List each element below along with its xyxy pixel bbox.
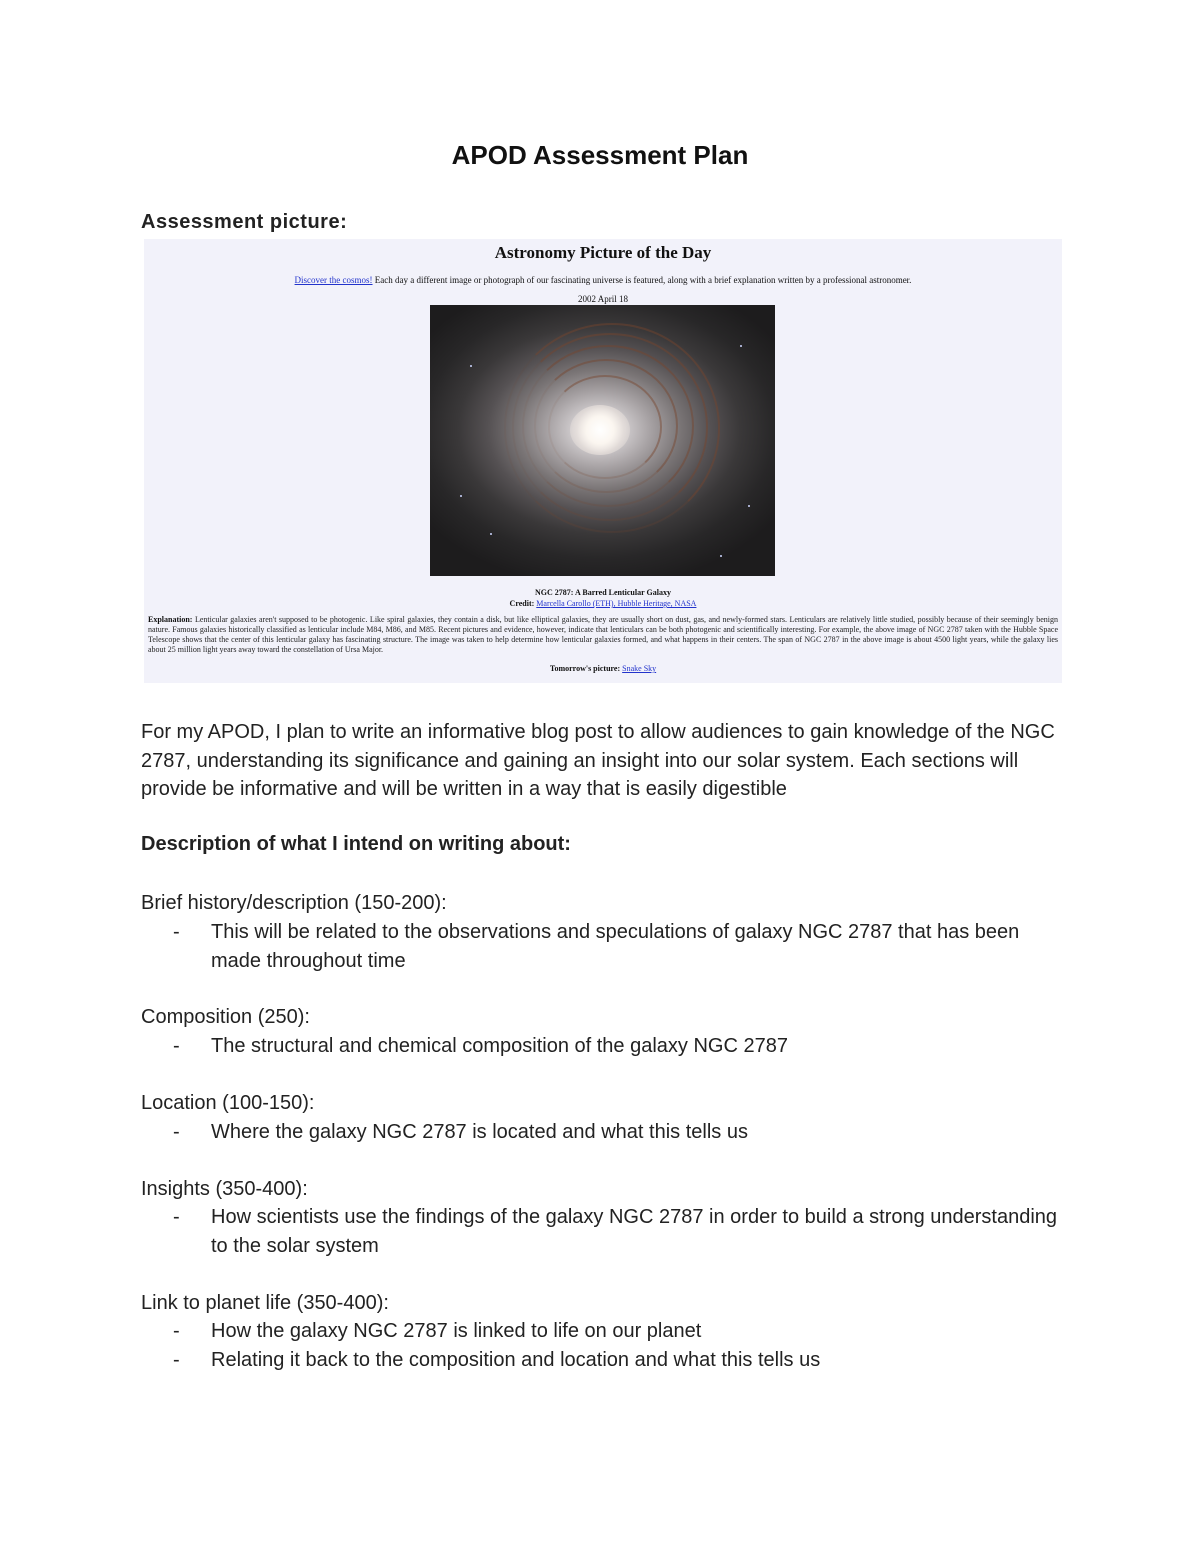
star [748,505,750,507]
tomorrow-link[interactable]: Snake Sky [622,664,657,673]
bullet-dash: - [173,1035,180,1057]
apod-screenshot [144,239,1062,683]
bullet-text: The structural and chemical composition of the galaxy NGC 2787 [211,1035,788,1057]
assessment-picture-heading: Assessment picture: [141,211,348,233]
apod-date: 2002 April 18 [577,294,628,304]
description-heading: Description of what I intend on writing about: [141,833,571,855]
bullet-text: Where the galaxy NGC 2787 is located and what this tells us [211,1121,748,1143]
star [470,365,472,367]
apod-tomorrow [144,664,1062,673]
galaxy-photo[interactable] [430,305,775,576]
section-heading-composition: Composition (250): [141,1006,310,1028]
section-heading-history: Brief history/description (150-200): [141,892,447,914]
apod-credit [144,598,1062,609]
explanation-label: Explanation: [148,615,193,624]
star [460,495,462,497]
bullet-dash: - [173,1206,180,1228]
bullet-text: Relating it back to the composition and location and what this tells us [211,1349,821,1371]
section-heading-insights: Insights (350-400): [141,1178,308,1200]
bullet-dash: - [173,921,180,943]
bullet-text: This will be related to the observations and speculations of galaxy NGC 2787 that has been made throughout time [211,921,1020,972]
galaxy-core [570,405,630,455]
bullet-text: How scientists use the findings of the galaxy NGC 2787 in order to build a strong understanding to the solar system [211,1206,1058,1257]
apod-explanation [148,615,1058,655]
page-title: APOD Assessment Plan [451,140,749,170]
apod-intro-line [144,275,1062,285]
bullet-dash: - [173,1349,180,1371]
discover-text: Each day a different image or photograph of our fascinating universe is featured, along with a brief explanation written by a professional astronomer. [372,275,912,285]
apod-caption-block [144,587,1062,609]
credit-link[interactable]: Marcella Carollo (ETH), Hubble Heritage, NASA [536,599,697,608]
bullet-dash: - [173,1121,180,1143]
credit-label: Credit: [509,599,535,608]
intro-paragraph: For my APOD, I plan to write an informative blog post to allow audiences to gain knowledge of the NGC 2787, understanding its significance and gaining an insight into our solar system. Each sections will provide be informative and will be written in a way that is easily digestible [141,721,1055,800]
star [740,345,742,347]
apod-title: Astronomy Picture of the Day [494,243,712,262]
explanation-text: Lenticular galaxies aren't supposed to be photogenic. Like spiral galaxies, they contain a disk, but like elliptical galaxies, they are usually short on dust, gas, and newly-formed stars. Lenticulars are relatively little studied, possibly because of their seemingly benign nature. Famous galaxies historically classified as lenticular include M84, M86, and M85. Recent pictures and evidence, however, indicate that lenticulars can be both photogenic and scientifically interesting. For example, the above image of NGC 2787 taken with the Hubble Space Telescope shows that the center of this lenticular galaxy has fascinating structure. The image was taken to help determine how lenticular galaxies formed, and what happens in their centers. The span of NGC 2787 in the above image is about 4500 light years, while the galaxy lies about 25 million light years away toward the constellation of Ursa Major. [148,615,1058,654]
bullet-dash: - [173,1320,180,1342]
section-heading-location: Location (100-150): [141,1092,315,1114]
star [720,555,722,557]
discover-link[interactable]: Discover the cosmos! [294,275,373,285]
section-heading-planet-life: Link to planet life (350-400): [141,1292,389,1314]
star [490,533,492,535]
tomorrow-label: Tomorrow's picture: [549,664,621,673]
bullet-text: How the galaxy NGC 2787 is linked to life on our planet [211,1320,702,1342]
apod-caption: NGC 2787: A Barred Lenticular Galaxy [535,588,671,597]
